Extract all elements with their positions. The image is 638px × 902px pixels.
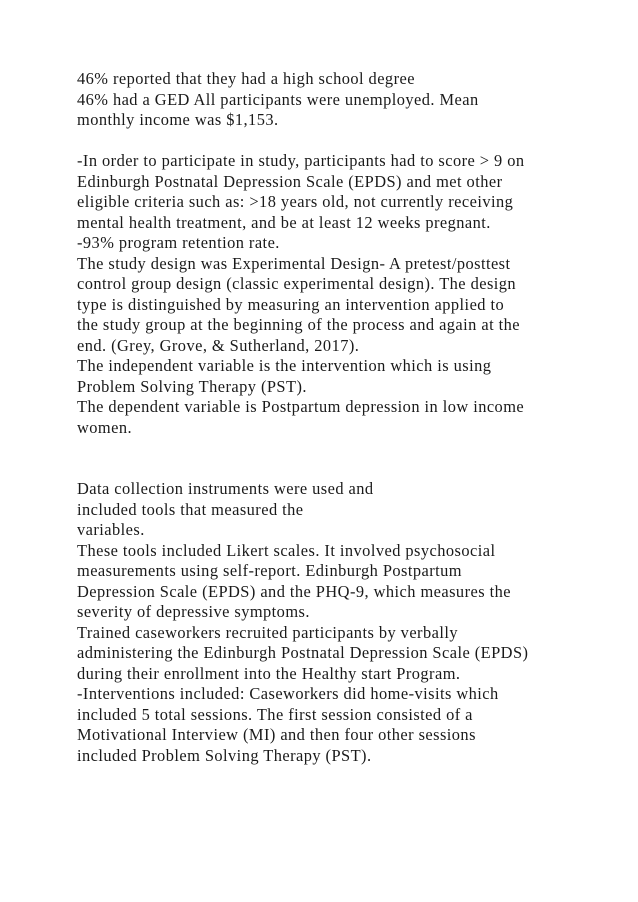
text-line: severity of depressive symptoms. — [77, 602, 310, 621]
text-line: The study design was Experimental Design- A pretest/posttest — [77, 253, 511, 273]
text-line: administering the Edinburgh Postnatal Depression Scale (EPDS) — [77, 643, 529, 662]
text-line: -Interventions included: Caseworkers did home-visits which — [77, 684, 499, 703]
text-line: Data collection instruments were used and — [77, 479, 374, 498]
text-line: variables. — [77, 520, 145, 539]
text-line: mental health treatment, and be at least 12 weeks pregnant. — [77, 212, 491, 232]
text-line: The dependent variable is Postpartum depression in low income — [77, 397, 525, 416]
text-line: Edinburgh Postnatal Depression Scale (EPDS) and met other — [77, 171, 503, 191]
text-line: -93% program retention rate. — [77, 233, 280, 252]
text-line: The independent variable is the intervention which is using — [77, 356, 492, 375]
text-line: control group design (classic experimental design). The design — [77, 274, 517, 293]
text-line: included 5 total sessions. The first session consisted of a — [77, 704, 473, 724]
text-line: during their enrollment into the Healthy start Program. — [77, 663, 461, 683]
text-line: measurements using self-report. Edinburgh Postpartum — [77, 561, 462, 580]
text-line: Depression Scale (EPDS) and the PHQ-9, which measures the — [77, 581, 511, 601]
text-line: 46% had a GED All participants were unemployed. Mean — [77, 89, 479, 109]
document-body — [77, 69, 617, 766]
text-line: Trained caseworkers recruited participants by verbally — [77, 622, 458, 642]
text-line: -In order to participate in study, participants had to score > 9 on — [77, 151, 525, 170]
blank-line — [77, 131, 617, 152]
text-line: Problem Solving Therapy (PST). — [77, 376, 307, 396]
text-line: Motivational Interview (MI) and then four other sessions — [77, 725, 476, 744]
text-line: included Problem Solving Therapy (PST). — [77, 745, 372, 765]
text-line: the study group at the beginning of the process and again at the — [77, 315, 521, 334]
text-line: end. (Grey, Grove, & Sutherland, 2017). — [77, 335, 360, 355]
text-line: These tools included Likert scales. It involved psychosocial — [77, 540, 496, 560]
text-line: included tools that measured the — [77, 499, 304, 519]
blank-line — [77, 438, 617, 459]
text-line: 46% reported that they had a high school degree — [77, 69, 415, 88]
text-line: type is distinguished by measuring an intervention applied to — [77, 294, 505, 314]
text-line: eligible criteria such as: >18 years old, not currently receiving — [77, 192, 514, 211]
text-line: monthly income was $1,153. — [77, 110, 279, 129]
text-line: women. — [77, 417, 133, 437]
blank-line — [77, 459, 617, 480]
